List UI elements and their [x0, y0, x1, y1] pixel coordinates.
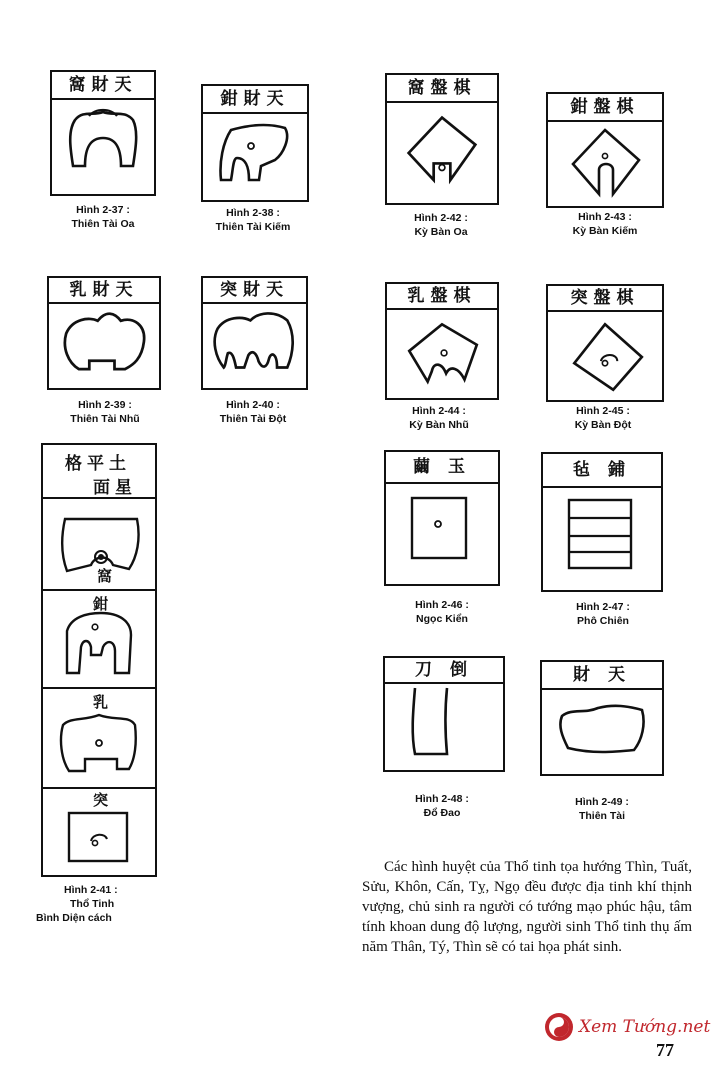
figure-2-45-number: Hình 2-45 :: [576, 405, 630, 417]
figure-2-45-shape: [548, 312, 662, 400]
figure-2-46-number: Hình 2-46 :: [415, 599, 469, 611]
figure-2-44: [385, 282, 499, 404]
figure-2-48-shape: [385, 684, 503, 770]
figure-2-45-frame: [546, 284, 664, 402]
figure-2-49-frame: [540, 660, 664, 776]
figure-2-42-frame: [385, 73, 499, 205]
figure-2-38: [201, 84, 307, 204]
figure-2-42-shape: [387, 103, 497, 203]
figure-2-47-number: Hình 2-47 :: [576, 601, 630, 613]
figure-2-38-name: Thiên Tài Kiếm: [215, 221, 291, 233]
figure-2-47-frame: [541, 452, 663, 592]
figure-2-49-shape: [542, 690, 662, 774]
figure-2-46-shape: [386, 484, 498, 584]
figure-2-41-segment-1-label: 窩: [97, 567, 113, 585]
figure-2-42-caption: [378, 211, 504, 239]
figure-2-39-number: Hình 2-39 :: [78, 399, 132, 411]
figure-2-48-caption: [379, 792, 505, 820]
figure-2-41-segment-2: [43, 591, 155, 687]
figure-2-45-name: Kỳ Bàn Đột: [574, 419, 632, 431]
figure-2-41-segment-4: [43, 789, 155, 875]
figure-2-44-shape: [387, 310, 497, 398]
figure-2-41-segment-3-label: 乳: [93, 693, 109, 711]
figure-2-38-caption: [190, 206, 316, 234]
figure-2-39-header: 乳財天: [49, 278, 159, 304]
figure-2-48-name: Đổ Đao: [423, 807, 461, 819]
figure-2-48-number: Hình 2-48 :: [415, 793, 469, 805]
figure-2-48-frame: [383, 656, 505, 772]
figure-2-38-shape: [203, 114, 307, 200]
figure-2-40-frame: [201, 276, 308, 390]
figure-2-37-header: 窩財天: [52, 72, 154, 100]
figure-2-42-number: Hình 2-42 :: [414, 212, 468, 224]
figure-2-39-caption: [42, 398, 168, 426]
figure-2-44-name: Kỳ Bàn Nhũ: [409, 419, 469, 431]
figure-2-38-header: 鉗財天: [203, 86, 307, 114]
figure-2-45-caption: [540, 404, 666, 432]
figure-2-41-header: [43, 445, 155, 499]
figure-2-46-frame: [384, 450, 500, 586]
figure-2-37-number: Hình 2-37 :: [76, 204, 130, 216]
yin-yang-icon: [545, 1013, 573, 1041]
figure-2-40-shape: [203, 304, 306, 388]
figure-2-41: [41, 443, 157, 879]
figure-2-42-name: Kỳ Bàn Oa: [414, 226, 468, 238]
figure-2-46-name: Ngọc Kiển: [416, 613, 468, 625]
figure-2-37-frame: [50, 70, 156, 196]
figure-2-40: [201, 276, 306, 396]
figure-2-37-shape: [52, 100, 154, 194]
figure-2-42: [385, 73, 499, 207]
figure-2-39-frame: [47, 276, 161, 390]
figure-2-44-header: 乳盤棋: [387, 284, 497, 310]
figure-2-46: [384, 450, 500, 590]
figure-2-48-header: 刀 倒: [385, 658, 503, 684]
figure-2-44-caption: [376, 404, 502, 432]
figure-2-41-segment-3: [43, 689, 155, 787]
figure-2-38-number: Hình 2-38 :: [226, 207, 280, 219]
figure-2-37-name: Thiên Tài Oa: [71, 218, 135, 230]
figure-2-40-caption: [190, 398, 316, 426]
figure-2-41-number: Hình 2-41 :: [64, 884, 118, 896]
figure-2-47-caption: [540, 600, 666, 628]
figure-2-41-name2: Bình Diện cách: [36, 912, 112, 924]
figure-2-41-segment-4-label: 突: [93, 791, 109, 809]
figure-2-43-caption: [542, 210, 668, 238]
figure-2-43-header: 鉗盤棋: [548, 94, 662, 122]
figure-2-49-caption: [539, 795, 665, 823]
figure-2-47: [541, 452, 665, 596]
figure-2-48: [383, 656, 505, 776]
figure-2-41-header-line2: 面星: [93, 478, 137, 498]
figure-2-37: [50, 70, 156, 200]
figure-2-43-shape: [548, 122, 662, 206]
figure-2-43-number: Hình 2-43 :: [578, 211, 632, 223]
figure-2-41-name: Thổ Tinh: [70, 898, 115, 910]
figure-2-44-number: Hình 2-44 :: [412, 405, 466, 417]
site-watermark-text: Xem Tướng.net: [579, 1017, 711, 1037]
figure-2-38-frame: [201, 84, 309, 202]
figure-2-42-header: 窩盤棋: [387, 75, 497, 103]
figure-2-45-header: 突盤棋: [548, 286, 662, 312]
figure-2-40-number: Hình 2-40 :: [226, 399, 280, 411]
figure-2-41-caption: [36, 883, 166, 925]
figure-2-37-caption: [40, 203, 166, 231]
figure-2-46-header: 繭 玉: [386, 452, 498, 484]
figure-2-49-header: 財 天: [542, 662, 662, 690]
body-paragraph: Các hình huyệt của Thổ tinh tọa hướng Thìn, Tuất, Sửu, Khôn, Cấn, Tỵ, Ngọ đều được địa tinh khí thịnh vượng, chủ sinh ra người có tướng mạo phúc hậu, tâm tính khoan dung độ lượng, người sinh Thổ tinh thụ ấm năm Thân, Tý, Thìn sẽ có tai họa phát sinh.: [362, 859, 692, 955]
figure-2-39-name: Thiên Tài Nhũ: [70, 413, 140, 425]
figure-2-47-name: Phô Chiên: [577, 615, 629, 627]
figure-2-47-shape: [543, 488, 661, 590]
figure-2-39-shape: [49, 304, 159, 388]
figure-2-49: [540, 660, 664, 780]
figure-2-47-header: 毡 鋪: [543, 454, 661, 488]
page-number: 77: [656, 1040, 674, 1060]
figure-2-49-name: Thiên Tài: [578, 810, 626, 822]
figure-2-41-header-line1: 格平土: [65, 454, 131, 474]
figure-2-49-number: Hình 2-49 :: [575, 796, 629, 808]
figure-2-45: [546, 284, 664, 406]
figure-2-41-segment-1: [43, 499, 155, 589]
figure-2-40-name: Thiên Tài Đột: [219, 413, 287, 425]
figure-2-46-caption: [379, 598, 505, 626]
figure-2-41-segment-2-label: 鉗: [93, 595, 109, 613]
figure-2-43: [546, 92, 664, 212]
figure-2-40-header: 突財天: [203, 278, 306, 304]
figure-2-41-frame: [41, 443, 157, 877]
figure-2-44-frame: [385, 282, 499, 400]
figure-2-43-frame: [546, 92, 664, 208]
figure-2-39: [47, 276, 162, 396]
site-watermark: [545, 1012, 710, 1042]
figure-2-43-name: Kỳ Bàn Kiếm: [572, 225, 638, 237]
